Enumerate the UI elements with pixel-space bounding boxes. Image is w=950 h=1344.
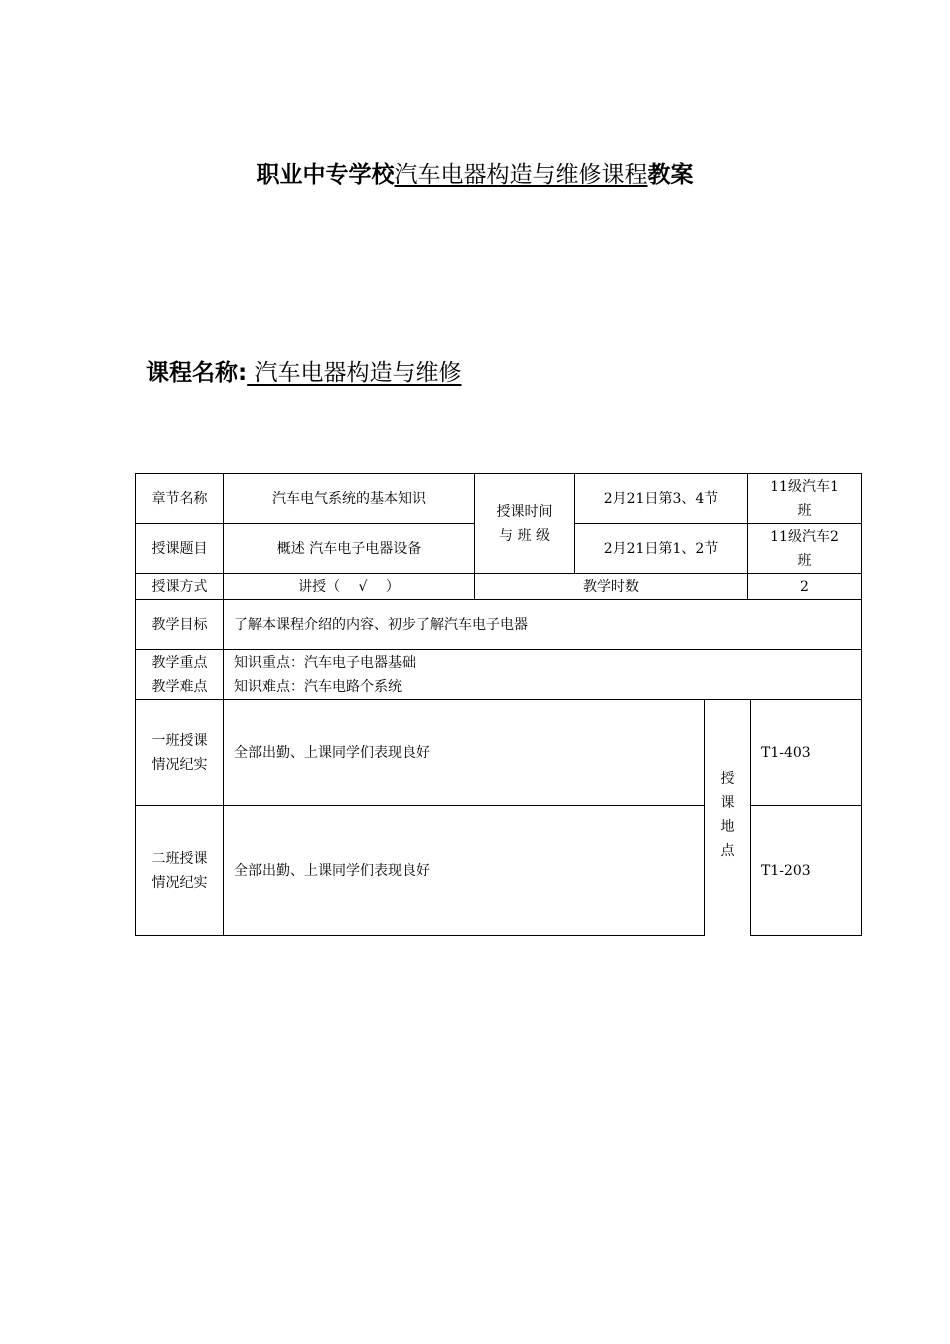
goal-value: 了解本课程介绍的内容、初步了解汽车电子电器 [234, 616, 528, 633]
table-border-bottom [135, 935, 704, 936]
class-1: 11级汽车1 班 [770, 478, 839, 519]
class1-record-value: 全部出勤、上课同学们表现良好 [234, 744, 430, 761]
title-prefix: 职业中专学校 [256, 162, 395, 188]
course-name-line [146, 356, 462, 390]
lesson-time-2: 2月21日第1、2节 [603, 540, 719, 557]
lesson-time-1: 2月21日第3、4节 [603, 490, 719, 507]
chapter-value: 汽车电气系统的基本知识 [272, 490, 426, 507]
time-class-label: 授课时间 与 班 级 [496, 503, 553, 544]
room-1: T1-403 [761, 744, 811, 761]
title-suffix: 教案 [647, 162, 694, 188]
class1-record-label: 一班授课 情况纪实 [151, 732, 208, 773]
hours-label: 教学时数 [583, 578, 639, 595]
document-title [0, 158, 950, 192]
class2-record-value: 全部出勤、上课同学们表现良好 [234, 862, 430, 879]
course-name-value: 汽车电器构造与维修 [247, 360, 462, 386]
method-label: 授课方式 [151, 578, 208, 595]
topic-label: 授课题目 [151, 540, 208, 557]
chapter-label: 章节名称 [151, 490, 208, 507]
key-difficulty-label: 教学重点 教学难点 [151, 654, 208, 695]
course-name-label: 课程名称: [146, 360, 248, 386]
key-difficulty-value: 知识重点：汽车电子电器基础 知识难点：汽车电路个系统 [234, 654, 416, 695]
location-label: 授 课 地 点 [720, 771, 735, 859]
table-border-right [861, 473, 862, 936]
title-course: 汽车电器构造与维修课程 [394, 162, 648, 188]
table-border-bottom-right [750, 935, 862, 936]
topic-value: 概述 汽车电子电器设备 [276, 540, 422, 557]
class2-record-label: 二班授课 情况纪实 [151, 850, 208, 891]
class-2: 11级汽车2 班 [770, 528, 839, 569]
hours-value: 2 [800, 578, 809, 595]
method-value: 讲授（ √ ） [298, 578, 400, 595]
room-2: T1-203 [761, 862, 811, 879]
goal-label: 教学目标 [151, 616, 208, 633]
